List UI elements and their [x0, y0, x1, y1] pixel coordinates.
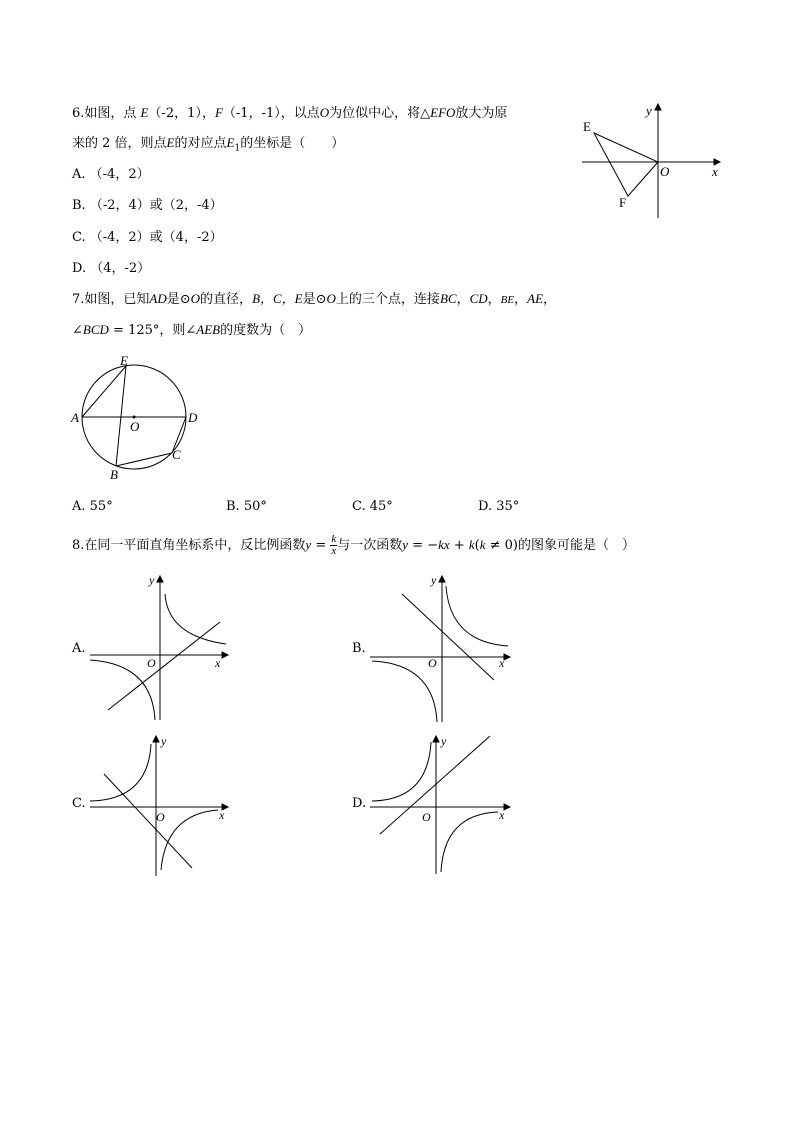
- q6-label-o: O: [660, 164, 670, 179]
- svg-text:O: O: [428, 656, 437, 670]
- q7-option-b: B. 50°: [226, 499, 267, 514]
- q7-label-o: O: [130, 419, 140, 434]
- q8-c-hyperbola-q4: [161, 810, 218, 870]
- q8-graph-b: [368, 572, 513, 722]
- svg-text:O: O: [422, 810, 431, 824]
- q7-figure: [68, 350, 208, 484]
- q8-c-line: [104, 774, 192, 868]
- svg-text:O: O: [147, 656, 156, 670]
- q6-label-e: E: [583, 119, 591, 134]
- q8-option-c-label: C.: [72, 796, 86, 811]
- svg-text:y: y: [431, 573, 437, 587]
- svg-text:x: x: [215, 656, 221, 670]
- q7-line1: 7.如图，已知AD是⊙O的直径，B，C，E是⊙O上的三个点，连接BC，CD，BE，AE，: [72, 291, 557, 307]
- q6-figure: [578, 100, 728, 220]
- q8-a-hyperbola-q1: [165, 594, 226, 644]
- q8-graph-a: [88, 572, 233, 722]
- q7-label-a: A: [71, 410, 79, 425]
- svg-text:y: y: [441, 734, 447, 748]
- q8-a-hyperbola-q3: [90, 660, 155, 720]
- q8-c-hyperbola-q2: [90, 744, 151, 801]
- q6-option-d: D. （4，-2）: [72, 261, 151, 276]
- svg-text:x: x: [499, 656, 505, 670]
- q7-label-e: E: [120, 353, 128, 368]
- svg-text:O: O: [156, 810, 165, 824]
- q7-line2: ∠BCD = 125°，则∠AEB的度数为（ ）: [72, 322, 312, 338]
- q8-b-hyperbola-q3: [372, 661, 437, 722]
- q7-label-c: C: [172, 447, 181, 462]
- q8-d-hyperbola-q2: [372, 742, 431, 801]
- q8-b-hyperbola-q1: [446, 586, 508, 646]
- svg-text:y: y: [161, 734, 167, 748]
- q8-option-a-label: A.: [72, 641, 86, 656]
- q8-fraction: $\frac{k}{x}$: [331, 533, 337, 557]
- q7-option-c: C. 45°: [352, 499, 393, 514]
- q6-line1: 6.如图，点 E（-2，1），F（-1，-1），以点O为位似中心，将△EFO放大为原: [72, 105, 508, 121]
- q8-option-b-label: B.: [352, 641, 366, 656]
- q8-graph-d: [368, 730, 513, 880]
- q7-segment-be: [116, 366, 126, 466]
- q6-label-y: y: [646, 103, 652, 118]
- q7-option-d: D. 35°: [478, 499, 520, 514]
- q8-d-hyperbola-q4: [441, 812, 498, 872]
- q6-line2: 来的 2 倍，则点E的对应点$E_1$的坐标是（ ）: [72, 135, 345, 154]
- q8-d-line: [380, 736, 490, 834]
- svg-text:x: x: [219, 808, 225, 822]
- q6-y-arrow: [655, 104, 661, 110]
- q6-triangle-efo: [594, 133, 658, 196]
- q8-b-line: [402, 594, 494, 680]
- q8-graph-c: [88, 730, 233, 880]
- q6-option-b: B. （-2，4）或（2，-4）: [72, 198, 223, 213]
- svg-text:x: x: [499, 808, 505, 822]
- q8-option-d-label: D.: [352, 796, 367, 811]
- q6-label-x: x: [712, 164, 718, 179]
- q6-option-a: A. （-4，2）: [72, 167, 150, 182]
- q8-line1: 8.在同一平面直角坐标系中，反比例函数y = $\frac{k}{x}$ 与一次函数y = −kx + k(k ≠ 0)的图象可能是（ ）: [72, 533, 635, 557]
- q7-option-a: A. 55°: [72, 499, 113, 514]
- q6-label-f: F: [619, 195, 627, 210]
- q7-label-b: B: [110, 467, 118, 482]
- q7-label-d: D: [188, 410, 198, 425]
- q6-option-c: C. （-4，2）或（4，-2）: [72, 230, 223, 245]
- svg-text:y: y: [149, 573, 155, 587]
- q8-a-line: [108, 622, 220, 710]
